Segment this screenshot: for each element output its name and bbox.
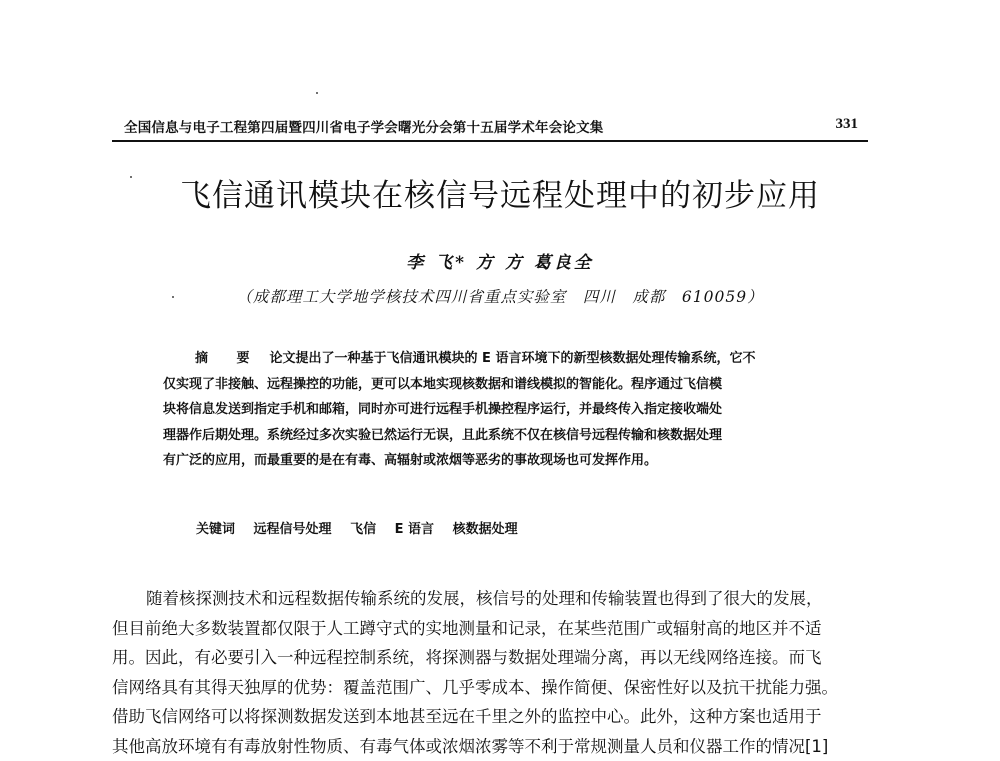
body-line: 随着核探测技术和远程数据传输系统的发展，核信号的处理和传输装置也得到了很大的发展， [112, 584, 872, 614]
abstract-line: 仅实现了非接触、远程操控的功能，更可以本地实现核数据和谱线模拟的智能化。程序通过飞信模 [163, 372, 823, 398]
keywords [196, 518, 532, 537]
keyword: 远程信号处理 [254, 522, 332, 537]
keyword: 核数据处理 [453, 522, 518, 537]
running-header [112, 116, 868, 142]
abstract-line: 有广泛的应用，而最重要的是在有毒、高辐射或浓烟等恶劣的事故现场也可发挥作用。 [163, 448, 823, 474]
page-number: 331 [836, 116, 859, 133]
abstract-line: 块将信息发送到指定手机和邮箱，同时亦可进行远程手机操控程序运行，并最终传入指定接收端处 [163, 397, 823, 423]
author-affiliation: （成都理工大学地学核技术四川省重点实验室 四川 成都 610059） [0, 285, 1000, 307]
running-title: 全国信息与电子工程第四届暨四川省电子学会曙光分会第十五届学术年会论文集 [124, 116, 604, 136]
body-line: 用。因此，有必要引入一种远程控制系统，将探测器与数据处理端分离，再以无线网络连接。而飞 [112, 643, 872, 673]
scan-speck [316, 92, 318, 94]
body-line: 信网络具有其得天独厚的优势：覆盖范围广、几乎零成本、操作简便、保密性好以及抗干扰能力强。 [112, 673, 872, 703]
abstract-line-text: 论文提出了一种基于飞信通讯模块的 E 语言环境下的新型核数据处理传输系统，它不 [270, 351, 756, 366]
body-line: 其他高放环境有有毒放射性物质、有毒气体或浓烟浓雾等不利于常规测量人员和仪器工作的情况[1] [112, 732, 872, 761]
abstract-line: 理器作后期处理。系统经过多次实验已然运行无误，且此系统不仅在核信号远程传输和核数据处理 [163, 423, 823, 449]
abstract [163, 346, 823, 474]
keyword: E 语言 [395, 522, 434, 537]
keyword: 飞信 [350, 522, 376, 537]
author-list: 李 飞* 方 方 葛良全 [0, 248, 1000, 273]
body-paragraph [112, 584, 872, 761]
abstract-label: 摘 要 [195, 351, 262, 366]
abstract-line [163, 346, 823, 372]
paper-title: 飞信通讯模块在核信号远程处理中的初步应用 [0, 170, 1000, 215]
body-line: 借助飞信网络可以将探测数据发送到本地甚至远在千里之外的监控中心。此外，这种方案也适用于 [112, 702, 872, 732]
keywords-label: 关键词 [196, 522, 235, 537]
body-line: 但目前绝大多数装置都仅限于人工蹲守式的实地测量和记录，在某些范围广或辐射高的地区并不适 [112, 614, 872, 644]
